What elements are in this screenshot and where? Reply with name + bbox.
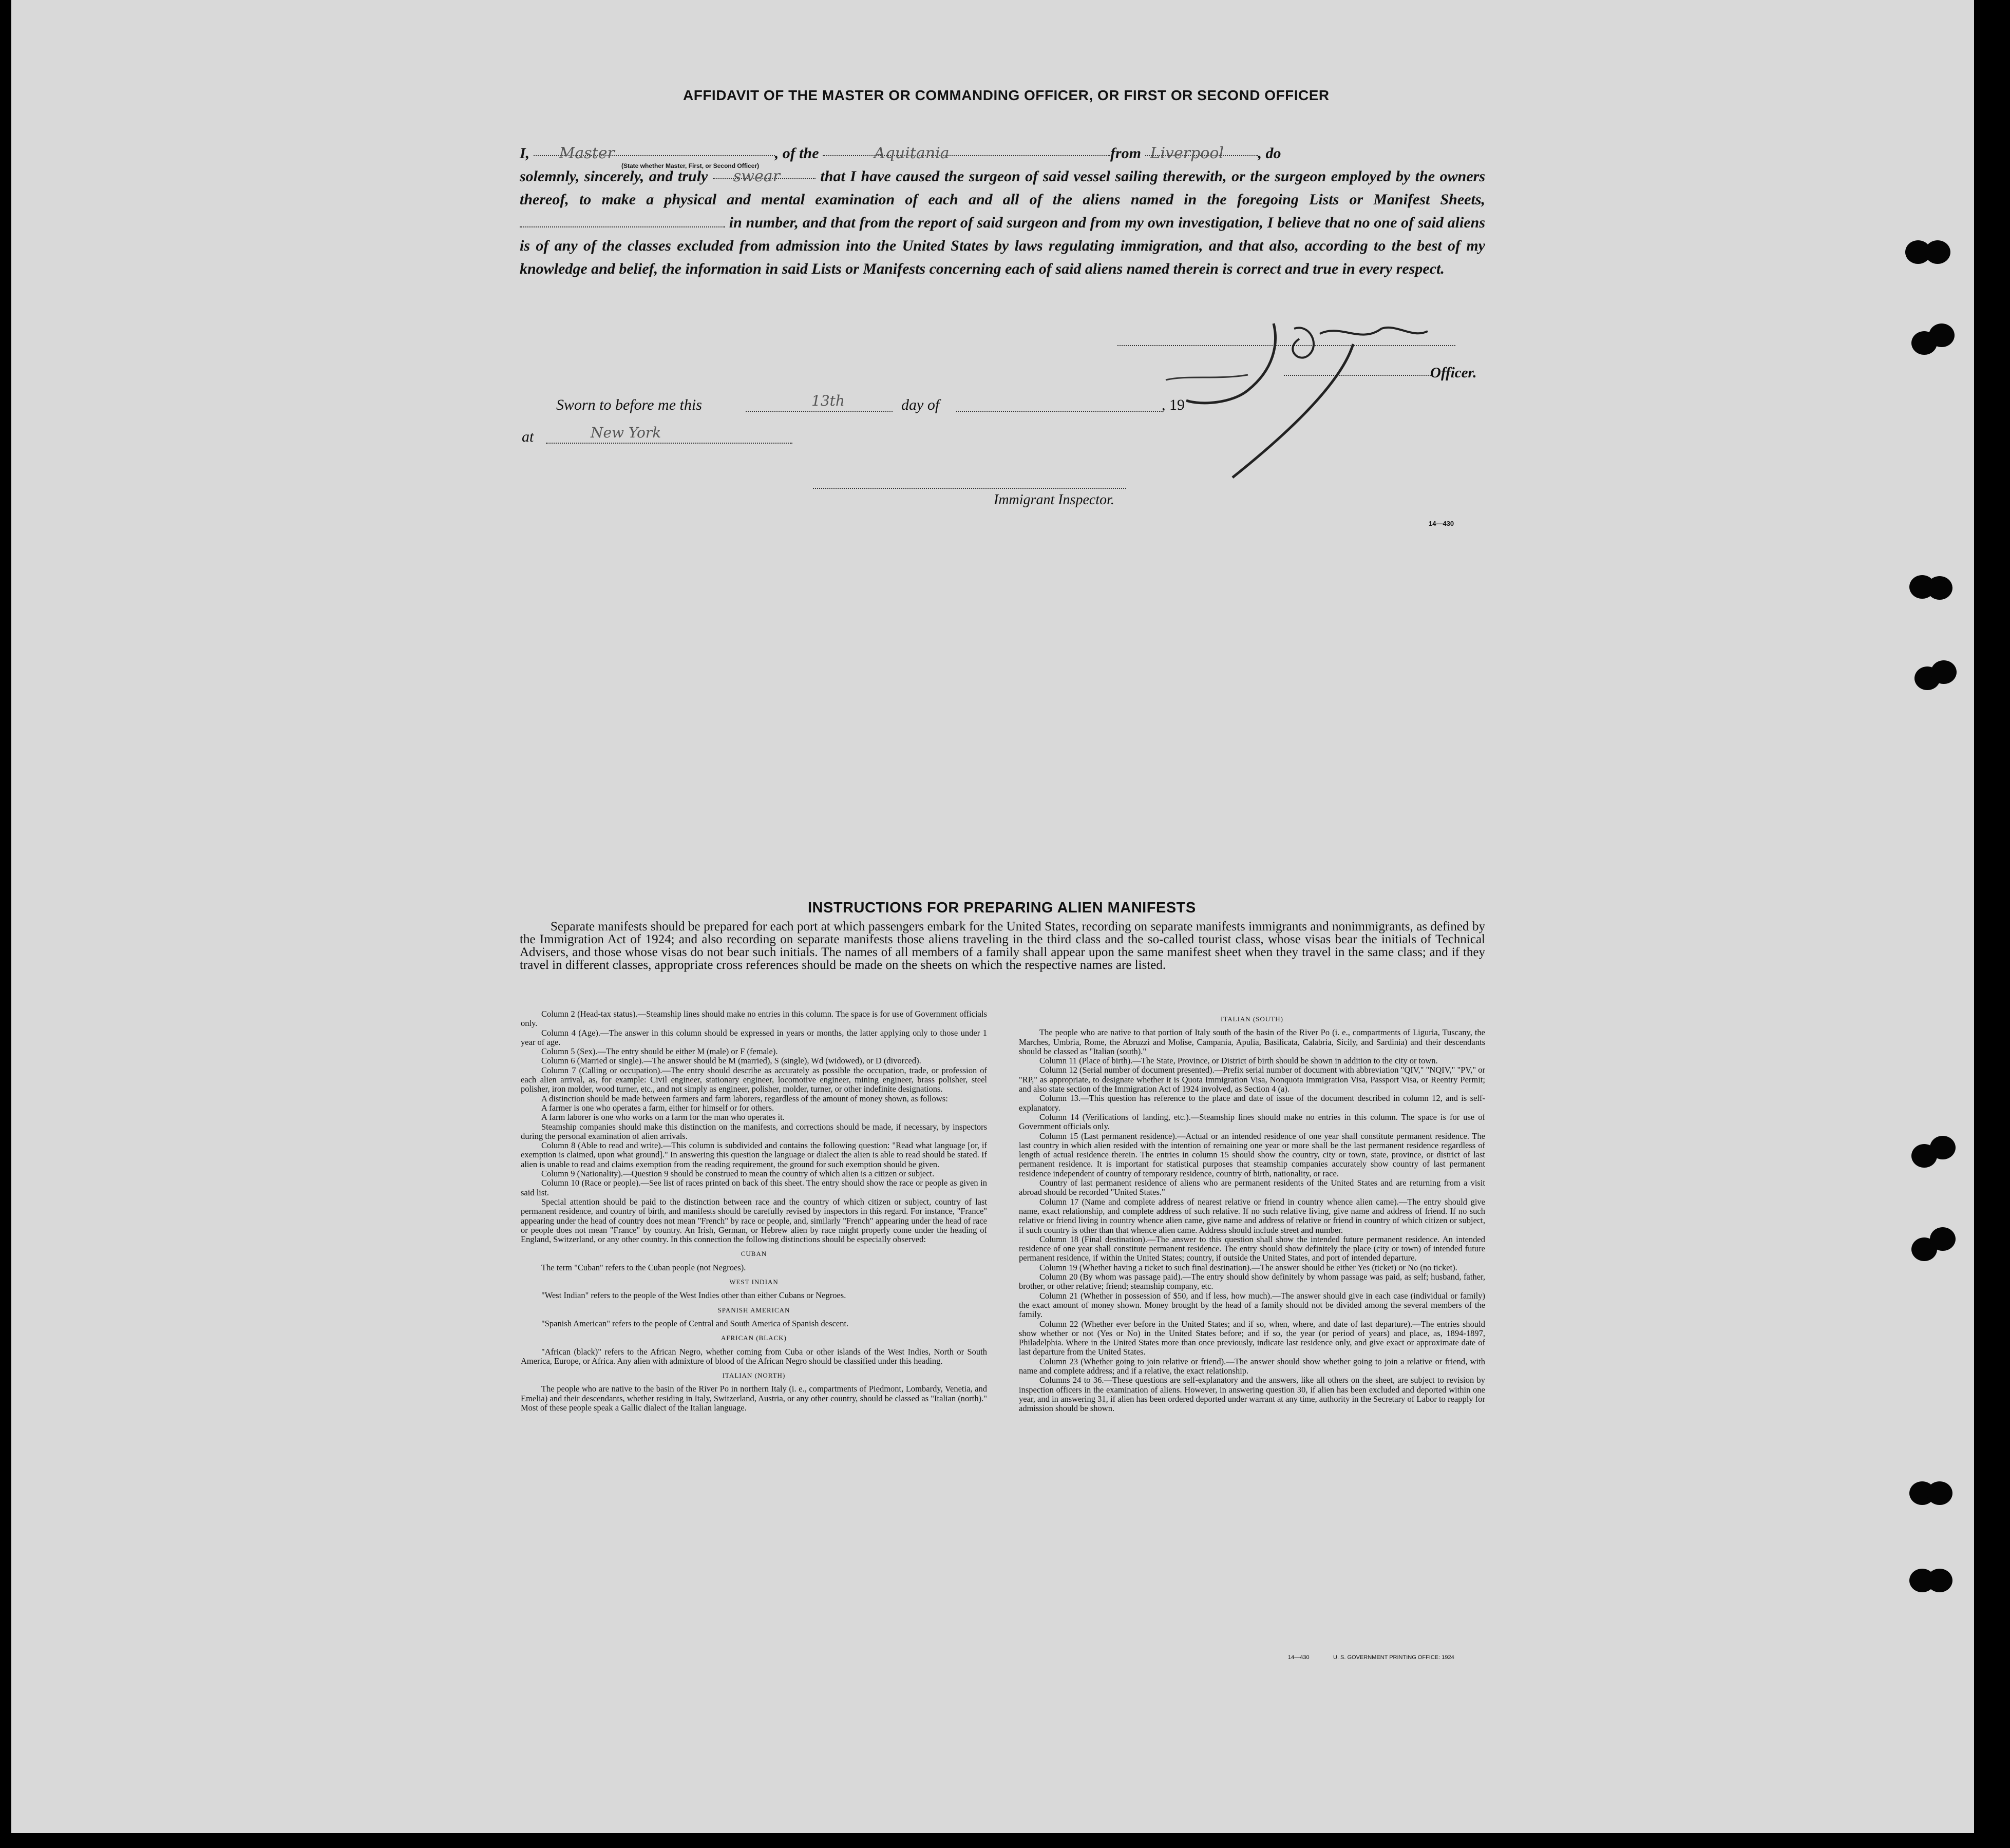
punch-hole <box>1930 1227 1956 1251</box>
left-paragraph: Column 7 (Calling or occupation).—The entry should describe as accurately as possible the occupation, trade, or profession of each alien arrival, as, for example: Civil engineer, stationary engineer, locomotive engineer, mining engineer, brass polisher, steel polisher, iron molder, wood turner, etc., and not simply as engineer, polisher, molder, turner, or other indefinite designations. <box>521 1065 987 1094</box>
west-indian-text: "West Indian" refers to the people of the West Indies other than either Cubans or Negroes. <box>541 1290 846 1301</box>
instructions-left-column <box>521 1009 987 1413</box>
cuban-heading: CUBAN <box>741 1250 767 1258</box>
right-paragraph: Column 19 (Whether having a ticket to such final destination).—The answer should be either Yes (ticket) or No (no ticket). <box>1039 1262 1457 1272</box>
officer-signature <box>1155 303 1477 488</box>
inspector-signature-line <box>813 488 1126 489</box>
punch-hole <box>1927 1481 1952 1505</box>
punch-hole <box>1930 1136 1956 1159</box>
sworn-label: Sworn to before me this <box>556 396 702 413</box>
right-paragraph: Country of last permanent residence of aliens who are permanent residents of the United States and are returning from a visit abroad should be recorded "United States." <box>1019 1178 1485 1197</box>
right-paragraph: Column 23 (Whether going to join relative or friend).—The answer should show whether going to join a relative or friend, with name and complete address; and if a relative, the exact relationship. <box>1019 1356 1485 1376</box>
at-label: at <box>522 428 534 445</box>
african-heading: AFRICAN (BLACK) <box>720 1334 787 1342</box>
italian-north-heading: ITALIAN (NORTH) <box>722 1371 786 1380</box>
inspector-label: Immigrant Inspector. <box>994 492 1114 508</box>
form-number-top: 14—430 <box>1429 520 1454 527</box>
number-field <box>520 213 725 227</box>
left-paragraph: A distinction should be made between farmers and farm laborers, regardless of the amount of money shown, as follows: <box>541 1093 948 1103</box>
punch-hole <box>1925 240 1950 264</box>
officer-label: Officer. <box>1430 365 1477 381</box>
punch-hole <box>1931 660 1957 684</box>
right-paragraph: Column 18 (Final destination).—The answer to this question shall show the intended future permanent residence. An intended residence of one year shall constitute permanent residence. The entry should show definitely the place (city or town) of intended future permanent residence, if within the United States; country, if outside the United States, and port of intended departure. <box>1019 1234 1485 1263</box>
footer-printer: U. S. GOVERNMENT PRINTING OFFICE: 1924 <box>1333 1654 1454 1661</box>
affidavit-title: AFFIDAVIT OF THE MASTER OR COMMANDING OFFICER, OR FIRST OR SECOND OFFICER <box>683 87 1330 103</box>
right-paragraph: Column 13.—This question has reference to the place and date of issue of the document described in column 12, and is self-explanatory. <box>1019 1093 1485 1113</box>
left-paragraph: Steamship companies should make this distinction on the manifests, and corrections should be made, if necessary, by inspectors during the personal examination of alien arrivals. <box>521 1121 987 1141</box>
left-paragraph: Column 6 (Married or single).—The answer should be M (married), S (single), Wd (widowed), or D (divorced). <box>541 1056 921 1066</box>
affidavit-text-2: in number, and that from the report of said surgeon and from my own investigation, I believe that no one of said aliens is of any of the classes excluded from admission into the United States by laws regulating immigration, and that also, according to the best of my knowledge and belief, the information in said Lists or Manifests concerning each of said aliens named therein is correct and true in every respect. <box>520 214 1485 277</box>
day-field <box>746 411 893 412</box>
affidavit-do: , do <box>1258 145 1281 162</box>
from-field <box>1145 142 1258 162</box>
italian-south-heading: ITALIAN (SOUTH) <box>1221 1015 1283 1023</box>
affidavit-solemnly: solemnly, sincerely, and truly <box>520 168 708 185</box>
left-paragraph: Column 4 (Age).—The answer in this column should be expressed in years or months, the latter applying only to those under 1 year of age. <box>521 1027 987 1047</box>
left-paragraph: A farmer is one who operates a farm, either for himself or for others. <box>541 1102 774 1113</box>
left-paragraph: Column 5 (Sex).—The entry should be either M (male) or F (female). <box>541 1046 778 1057</box>
affidavit-of-the: , of the <box>774 145 819 162</box>
right-paragraph: Column 11 (Place of birth).—The State, Province, or District of birth should be shown in addition to the city or town. <box>1039 1056 1438 1066</box>
punch-hole <box>1929 323 1955 347</box>
day-handwriting: 13th <box>811 392 845 409</box>
vessel-handwriting: Aquitania <box>874 144 950 162</box>
swear-handwriting: swear <box>733 167 780 185</box>
affidavit-text-1: that I have caused the surgeon of said vessel sailing therewith, or the surgeon employed by the owners thereof, to make a physical and mental examination of each and all of the aliens named in the foregoing Lists or Manifest Sheets, <box>520 168 1485 208</box>
rank-note: (State whether Master, First, or Second Officer) <box>621 162 760 169</box>
west-indian-heading: WEST INDIAN <box>729 1278 779 1286</box>
footer-form-number: 14—430 <box>1288 1654 1310 1661</box>
instructions-intro: Separate manifests should be prepared for each port at which passengers embark for the United States, recording on separate manifests immigrants and nonimmigrants, as defined by the Immigration Act of 1924; and also recording on separate manifests those aliens traveling in the third class and the so-called tourist class, whose visas bear the initials of Technical Advisers, and those whose visas do not bear such initials. The names of all members of a family shall appear upon the same manifest sheet when they travel in the same class; and if they travel in different classes, appropriate cross references should be made on the sheets on which the respective names are listed. <box>520 920 1485 972</box>
right-paragraph: Column 15 (Last permanent residence).—Actual or an intended residence of one year shall constitute permanent residence. The last country in which alien resided with the intention of remaining one year or more shall be the last permanent residence regardless of length of actual residence therein. The entries in column 15 should show the country, city or town, state, province, or district of last permanent residence. It is important for statistical purposes that steamship companies accurately show country of last permanent residence independent of country of temporary residence, country of birth, nationality, or race. <box>1019 1131 1485 1178</box>
left-paragraph: Column 10 (Race or people).—See list of races printed on back of this sheet. The entry should show the race or people as given in said list. <box>521 1178 987 1197</box>
at-handwriting: New York <box>591 424 661 441</box>
from-handwriting: Liverpool <box>1150 144 1224 162</box>
right-paragraph: Column 14 (Verifications of landing, etc.).—Steamship lines should make no entries in this column. The space is for use of Government officials only. <box>1019 1112 1485 1132</box>
year-label: , 19 <box>1162 396 1185 413</box>
left-paragraph: A farm laborer is one who works on a farm for the man who operates it. <box>541 1112 785 1122</box>
italian-north-text: The people who are native to the basin of the River Po in northern Italy (i. e., compartments of Piedmont, Lombardy, Venetia, and Emelia) and their descendants, whether residing in Italy, Switzerland, Austria, or any other country, should be classed as "Italian (north)." Most of these people speak a Gallic dialect of the Italian language. <box>521 1384 987 1413</box>
punch-hole <box>1927 576 1952 600</box>
right-paragraph: Column 12 (Serial number of document presented).—Prefix serial number of document with abbreviation "QIV," "NQIV," "PV," or "RP," as appropriate, to designate whether it is Quota Immigration Visa, Nonquota Immigration Visa, Passport Visa, or Reentry Permit; and also state section of the Immigration Act of 1924 involved, as Section 4 (a). <box>1019 1065 1485 1094</box>
right-paragraph: Column 17 (Name and complete address of nearest relative or friend in country whence alien came).—The entry should give name, exact relationship, and complete address of such relative. If no such relative living, give name and address of friend. If no such relative or friend living in country whence alien came, give name and address of relative or friend in country of which citizen or subject, if such country is other than that whence alien came. Address should include street and number. <box>1019 1196 1485 1235</box>
right-paragraph: Column 22 (Whether ever before in the United States; and if so, when, where, and date of last departure).—The entries should show whether or not (Yes or No) in the United States before; and if so, the year (or period of years) and place, as, 1894-1897, Philadelphia. Where in the United States more than once previously, indicate last residence only, and give exact or approximate date of last departure from the United States. <box>1019 1319 1485 1357</box>
spanish-american-text: "Spanish American" refers to the people of Central and South America of Spanish descent. <box>541 1318 849 1328</box>
vessel-field <box>823 142 1110 162</box>
affidavit-i: I, <box>520 145 530 162</box>
left-paragraph: Column 8 (Able to read and write).—This column is subdivided and contains the following question: "Read what language [or, if exemption is claimed, upon what ground]." In answering this question the language or dialect the alien is able to read should be stated. If alien is unable to read and claims exemption from the reading requirement, the ground for such exemption should be given. <box>521 1140 987 1169</box>
rank-handwriting: Master <box>559 144 615 162</box>
day-of-label: day of <box>901 396 940 413</box>
left-paragraph: Special attention should be paid to the distinction between race and the country of which citizen or subject, country of last permanent residence, and country of birth, and manifests should be carefully revised by inspectors in this regard. For instance, "France" appearing under the head of country does not mean "French" by race or people, and, similarly "French" appearing under the head of race or people does not mean "France" by country. An Irish, German, or Hebrew alien by race might properly come under the heading of England, Switzerland, or any other country. In this connection the following distinctions should be especially observed: <box>521 1196 987 1245</box>
instructions-title: INSTRUCTIONS FOR PREPARING ALIEN MANIFESTS <box>808 900 1196 916</box>
cuban-text: The term "Cuban" refers to the Cuban people (not Negroes). <box>541 1262 746 1272</box>
right-paragraph: Column 21 (Whether in possession of $50, and if less, how much).—The answer should give in each case (individual or family) the exact amount of money shown. Money brought by the head of a family should not be divided among the several members of the family. <box>1019 1290 1485 1320</box>
left-paragraph: Column 2 (Head-tax status).—Steamship lines should make no entries in this column. The space is for use of Government officials only. <box>521 1009 987 1028</box>
instructions-right-column <box>1019 1015 1485 1413</box>
month-field <box>956 411 1162 412</box>
right-paragraph: The people who are native to that portion of Italy south of the basin of the River Po (i. e., compartments of Liguria, Tuscany, the Marches, Umbria, Rome, the Abruzzi and Molise, Campania, Apulia, Basilicata, Calabria, Sicily, and Sardinia) and their descendants should be classed as "Italian (south)." <box>1019 1027 1485 1056</box>
punch-hole <box>1927 1569 1952 1592</box>
right-paragraph: Column 20 (By whom was passage paid).—The entry should show definitely by whom passage was paid, as self; husband, father, brother, or other relative; friend; steamship company, etc. <box>1019 1272 1485 1291</box>
right-paragraph: Columns 24 to 36.—These questions are self-explanatory and the answers, like all others on the sheet, are subject to revision by inspection officers in the examination of aliens. However, in answering question 30, if alien has been excluded and deported within one year, and in answering 31, if alien has been ordered deported under warrant at any time, authority in the Secretary of Labor to reapply for admission should be shown. <box>1019 1375 1485 1414</box>
at-field <box>546 443 792 444</box>
left-paragraph: Column 9 (Nationality).—Question 9 should be construed to mean the country of which alien is a citizen or subject. <box>541 1169 935 1179</box>
african-text: "African (black)" refers to the African Negro, whether coming from Cuba or other islands of the West Indies, North or South America, Europe, or Africa. Any alien with admixture of blood of the African Negro should be classified under this heading. <box>521 1346 987 1366</box>
spanish-american-heading: SPANISH AMERICAN <box>717 1306 790 1314</box>
affidavit-from: from <box>1110 145 1142 162</box>
rank-field <box>534 142 775 162</box>
